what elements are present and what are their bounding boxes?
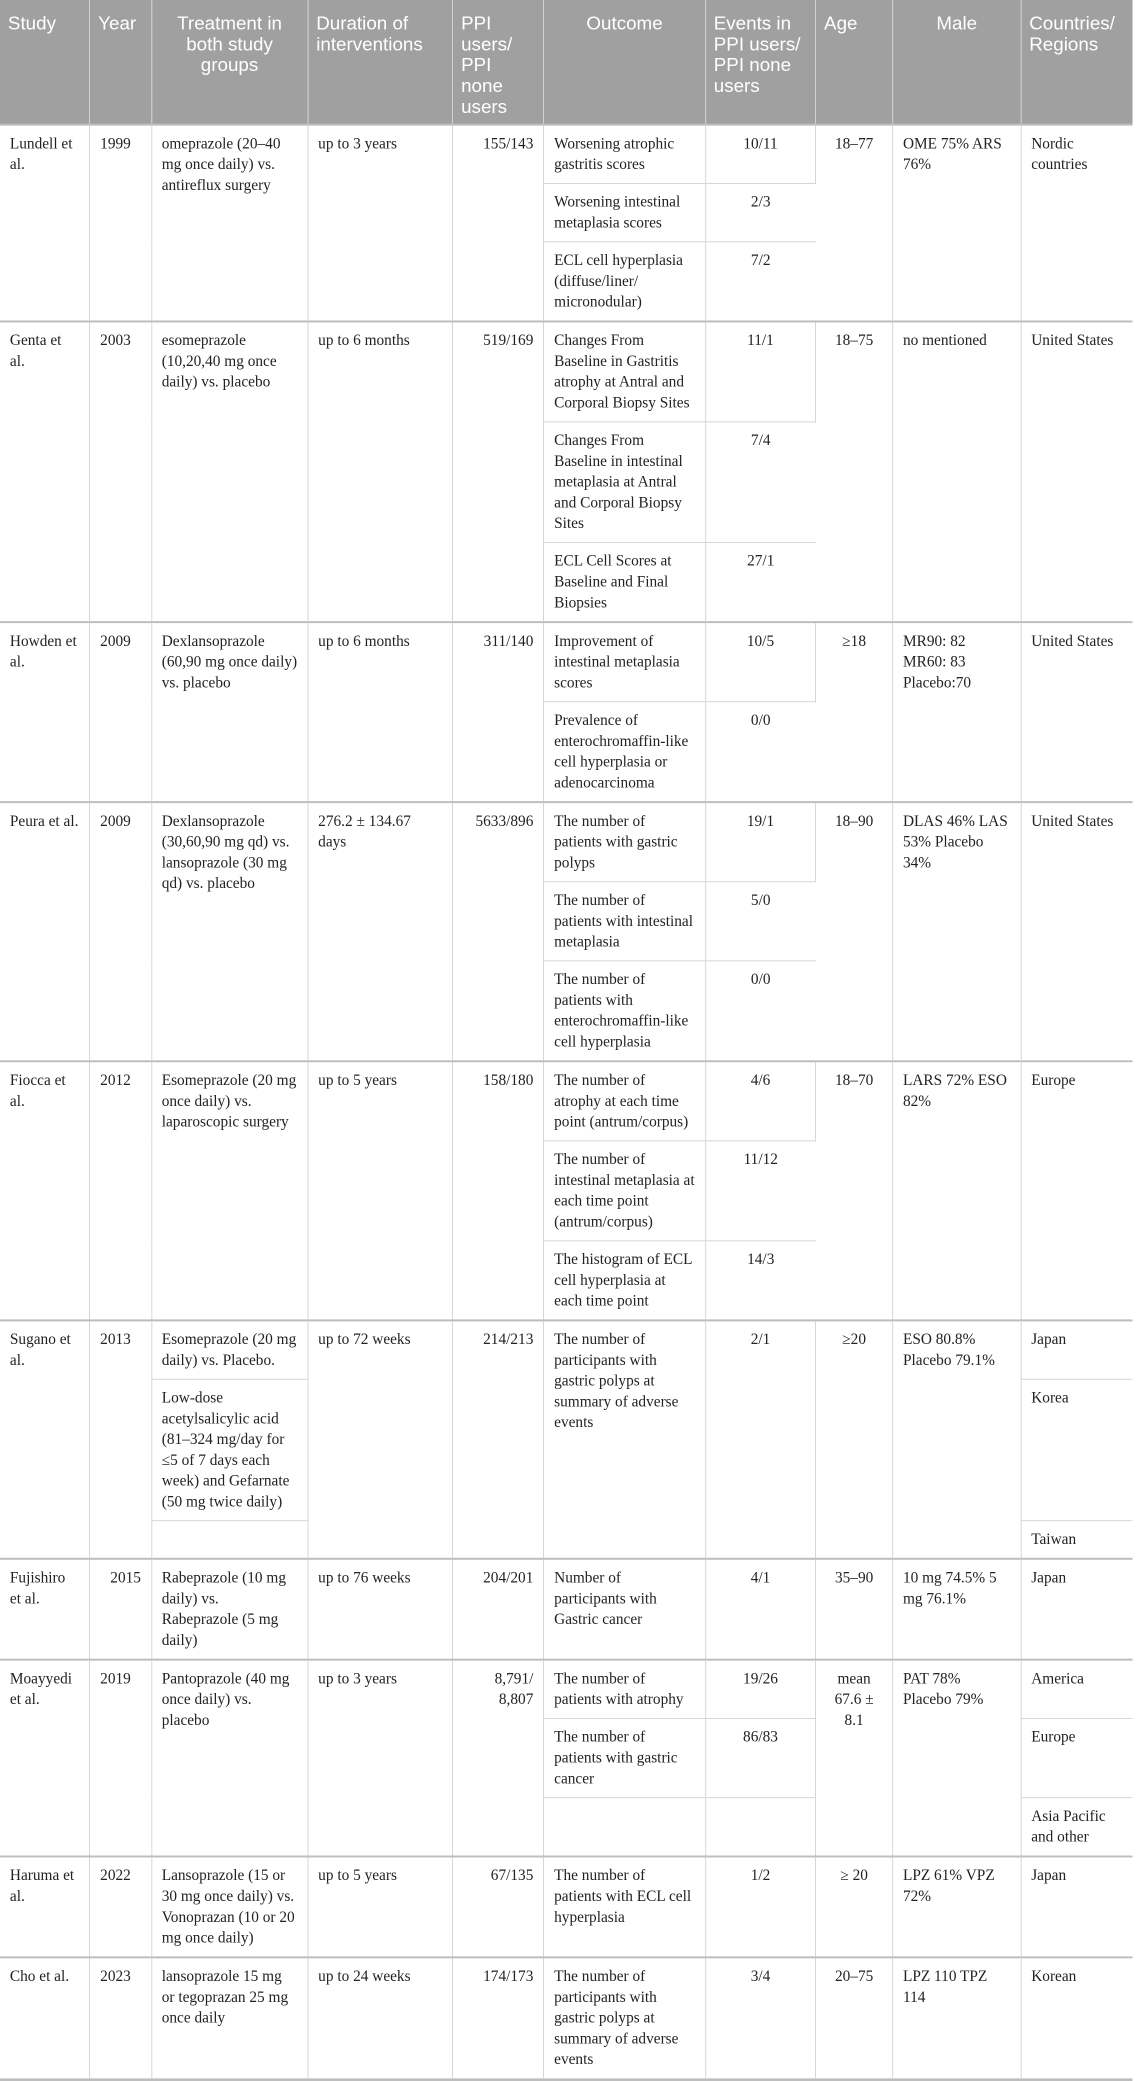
country-cell: Taiwan <box>1021 1521 1133 1559</box>
events-cell: 10/5 <box>705 622 815 702</box>
outcome-cell: Prevalence of enterochromaffin-like cell hyperplasia or adenocarcinoma <box>544 702 706 802</box>
study-cell: Fiocca et al. <box>0 1061 90 1320</box>
age-cell: 18–90 <box>816 802 893 1061</box>
events-cell: 86/83 <box>705 1719 815 1798</box>
outcome-cell <box>544 1798 706 1857</box>
events-cell: 19/26 <box>705 1660 815 1719</box>
age-cell: ≥20 <box>816 1320 893 1558</box>
treatment-cell: Rabeprazole (10 mg daily) vs. Rabeprazole (5 mg daily) <box>151 1559 307 1660</box>
treatment-cell: lansoprazole 15 mg or tegoprazan 25 mg once daily <box>151 1957 307 2078</box>
users-cell: 174/173 <box>453 1957 544 2078</box>
age-cell: ≥ 20 <box>816 1856 893 1957</box>
country-cell: United States <box>1021 622 1133 802</box>
events-cell: 7/2 <box>705 242 815 322</box>
events-cell: 2/1 <box>705 1320 815 1558</box>
duration-cell: up to 6 months <box>308 622 453 802</box>
table-row <box>0 1061 1132 1141</box>
male-cell: ESO 80.8% Placebo 79.1% <box>893 1320 1021 1558</box>
users-cell: 158/180 <box>453 1061 544 1320</box>
events-cell: 4/6 <box>705 1061 815 1141</box>
year-cell: 1999 <box>90 125 152 322</box>
users-cell: 204/201 <box>453 1559 544 1660</box>
outcome-cell: The number of participants with gastric polyps at summary of adverse events <box>544 1957 706 2078</box>
table-row <box>0 1320 1132 1379</box>
outcome-cell: Changes From Baseline in Gastritis atrophy at Antral and Corporal Biopsy Sites <box>544 321 706 421</box>
outcome-cell: The number of intestinal metaplasia at each time point (antrum/corpus) <box>544 1141 706 1241</box>
outcome-cell: The number of patients with intestinal metaplasia <box>544 882 706 961</box>
treatment-cell: Dexlansoprazole (60,90 mg once daily) vs. placebo <box>151 622 307 802</box>
column-header: Treatment in both study groups <box>151 0 307 125</box>
treatment-cell: Low-dose acetylsalicylic acid (81–324 mg/day for ≤5 of 7 days each week) and Gefarnate (50 mg twice daily) <box>151 1379 307 1520</box>
column-header: Events in PPI users/ PPI none users <box>705 0 815 125</box>
treatment-cell: esomeprazole (10,20,40 mg once daily) vs. placebo <box>151 321 307 622</box>
outcome-cell: ECL cell hyperplasia (diffuse/liner/ micronodular) <box>544 242 706 322</box>
male-cell: MR90: 82 MR60: 83 Placebo:70 <box>893 622 1021 802</box>
outcome-cell: The number of patients with gastric cancer <box>544 1719 706 1798</box>
country-cell: Europe <box>1021 1719 1133 1798</box>
table-row <box>0 622 1132 702</box>
table-row <box>0 321 1132 421</box>
age-cell: ≥18 <box>816 622 893 802</box>
age-cell: 18–77 <box>816 125 893 322</box>
outcome-cell: Worsening intestinal metaplasia scores <box>544 183 706 241</box>
study-cell: Haruma et al. <box>0 1856 90 1957</box>
outcome-cell: The number of patients with ECL cell hyperplasia <box>544 1856 706 1957</box>
country-cell: Japan <box>1021 1559 1133 1660</box>
outcome-cell: The number of participants with gastric polyps at summary of adverse events <box>544 1320 706 1558</box>
table-row <box>0 1559 1132 1660</box>
male-cell: 10 mg 74.5% 5 mg 76.1% <box>893 1559 1021 1660</box>
country-cell: United States <box>1021 802 1133 1061</box>
study-cell: Lundell et al. <box>0 125 90 322</box>
events-cell: 11/12 <box>705 1141 815 1241</box>
table-header <box>0 0 1132 125</box>
events-cell: 10/11 <box>705 125 815 184</box>
duration-cell: up to 6 months <box>308 321 453 622</box>
column-header: Male <box>893 0 1021 125</box>
study-cell: Genta et al. <box>0 321 90 622</box>
table-row <box>0 125 1132 184</box>
column-header: Duration of interventions <box>308 0 453 125</box>
age-cell: 20–75 <box>816 1957 893 2078</box>
male-cell: LPZ 110 TPZ 114 <box>893 1957 1021 2078</box>
age-cell: mean 67.6 ± 8.1 <box>816 1660 893 1857</box>
column-header: PPI users/ PPI none users <box>453 0 544 125</box>
study-cell: Cho et al. <box>0 1957 90 2078</box>
duration-cell: up to 72 weeks <box>308 1320 453 1558</box>
male-cell: no mentioned <box>893 321 1021 622</box>
outcome-cell: Worsening atrophic gastritis scores <box>544 125 706 184</box>
duration-cell: up to 24 weeks <box>308 1957 453 2078</box>
year-cell: 2012 <box>90 1061 152 1320</box>
events-cell: 0/0 <box>705 702 815 802</box>
events-cell: 7/4 <box>705 422 815 543</box>
column-header: Age <box>816 0 893 125</box>
outcome-cell: Improvement of intestinal metaplasia scores <box>544 622 706 702</box>
treatment-cell: Lansoprazole (15 or 30 mg once daily) vs. Vonoprazan (10 or 20 mg once daily) <box>151 1856 307 1957</box>
users-cell: 519/169 <box>453 321 544 622</box>
events-cell: 27/1 <box>705 543 815 623</box>
table-row <box>0 802 1132 882</box>
outcome-cell: The number of patients with atrophy <box>544 1660 706 1719</box>
duration-cell: up to 76 weeks <box>308 1559 453 1660</box>
year-cell: 2019 <box>90 1660 152 1857</box>
age-cell: 35–90 <box>816 1559 893 1660</box>
country-cell: America <box>1021 1660 1133 1719</box>
study-cell: Fujishiro et al. <box>0 1559 90 1660</box>
year-cell: 2015 <box>90 1559 152 1660</box>
outcome-cell: ECL Cell Scores at Baseline and Final Biopsies <box>544 543 706 623</box>
outcome-cell: Number of participants with Gastric cancer <box>544 1559 706 1660</box>
outcome-cell: Changes From Baseline in intestinal metaplasia at Antral and Corporal Biopsy Sites <box>544 422 706 543</box>
table-body <box>0 125 1132 2079</box>
column-header: Countries/ Regions <box>1021 0 1133 125</box>
male-cell: LPZ 61% VPZ 72% <box>893 1856 1021 1957</box>
users-cell: 5633/896 <box>453 802 544 1061</box>
events-cell: 2/3 <box>705 183 815 241</box>
country-cell: Japan <box>1021 1320 1133 1379</box>
country-cell: Korea <box>1021 1379 1133 1520</box>
users-cell: 214/213 <box>453 1320 544 1558</box>
users-cell: 311/140 <box>453 622 544 802</box>
study-cell: Sugano et al. <box>0 1320 90 1558</box>
year-cell: 2009 <box>90 622 152 802</box>
column-header: Study <box>0 0 90 125</box>
male-cell: DLAS 46% LAS 53% Placebo 34% <box>893 802 1021 1061</box>
treatment-cell: Esomeprazole (20 mg daily) vs. Placebo. <box>151 1320 307 1379</box>
events-cell: 0/0 <box>705 961 815 1061</box>
country-cell: Asia Pacific and other <box>1021 1798 1133 1857</box>
male-cell: LARS 72% ESO 82% <box>893 1061 1021 1320</box>
outcome-cell: The histogram of ECL cell hyperplasia at each time point <box>544 1241 706 1321</box>
events-cell: 4/1 <box>705 1559 815 1660</box>
year-cell: 2009 <box>90 802 152 1061</box>
treatment-cell: omeprazole (20–40 mg once daily) vs. antireflux surgery <box>151 125 307 322</box>
year-cell: 2022 <box>90 1856 152 1957</box>
country-cell: Japan <box>1021 1856 1133 1957</box>
outcome-cell: The number of patients with gastric polyps <box>544 802 706 882</box>
duration-cell: up to 3 years <box>308 1660 453 1857</box>
study-cell: Peura et al. <box>0 802 90 1061</box>
duration-cell: up to 3 years <box>308 125 453 322</box>
events-cell: 5/0 <box>705 882 815 961</box>
study-cell: Howden et al. <box>0 622 90 802</box>
study-cell: Moayyedi et al. <box>0 1660 90 1857</box>
events-cell: 1/2 <box>705 1856 815 1957</box>
year-cell: 2023 <box>90 1957 152 2078</box>
outcome-cell: The number of patients with enterochromaffin-like cell hyperplasia <box>544 961 706 1061</box>
country-cell: Nordic countries <box>1021 125 1133 322</box>
age-cell: 18–75 <box>816 321 893 622</box>
table-row <box>0 1856 1132 1957</box>
treatment-cell <box>151 1521 307 1559</box>
duration-cell: 276.2 ± 134.67 days <box>308 802 453 1061</box>
events-cell: 3/4 <box>705 1957 815 2078</box>
table-row <box>0 1957 1132 2078</box>
column-header: Outcome <box>544 0 706 125</box>
country-cell: United States <box>1021 321 1133 622</box>
treatment-cell: Pantoprazole (40 mg once daily) vs. placebo <box>151 1660 307 1857</box>
events-cell: 14/3 <box>705 1241 815 1321</box>
treatment-cell: Esomeprazole (20 mg once daily) vs. laparoscopic surgery <box>151 1061 307 1320</box>
year-cell: 2013 <box>90 1320 152 1558</box>
year-cell: 2003 <box>90 321 152 622</box>
age-cell: 18–70 <box>816 1061 893 1320</box>
outcome-cell: The number of atrophy at each time point (antrum/corpus) <box>544 1061 706 1141</box>
country-cell: Europe <box>1021 1061 1133 1320</box>
table-row <box>0 1660 1132 1719</box>
duration-cell: up to 5 years <box>308 1061 453 1320</box>
events-cell: 19/1 <box>705 802 815 882</box>
events-cell <box>705 1798 815 1857</box>
country-cell: Korean <box>1021 1957 1133 2078</box>
users-cell: 67/135 <box>453 1856 544 1957</box>
male-cell: PAT 78% Placebo 79% <box>893 1660 1021 1857</box>
events-cell: 11/1 <box>705 321 815 421</box>
treatment-cell: Dexlansoprazole (30,60,90 mg qd) vs. lansoprazole (30 mg qd) vs. placebo <box>151 802 307 1061</box>
users-cell: 8,791/ 8,807 <box>453 1660 544 1857</box>
duration-cell: up to 5 years <box>308 1856 453 1957</box>
male-cell: OME 75% ARS 76% <box>893 125 1021 322</box>
users-cell: 155/143 <box>453 125 544 322</box>
column-header: Year <box>90 0 152 125</box>
header-row <box>0 0 1132 125</box>
